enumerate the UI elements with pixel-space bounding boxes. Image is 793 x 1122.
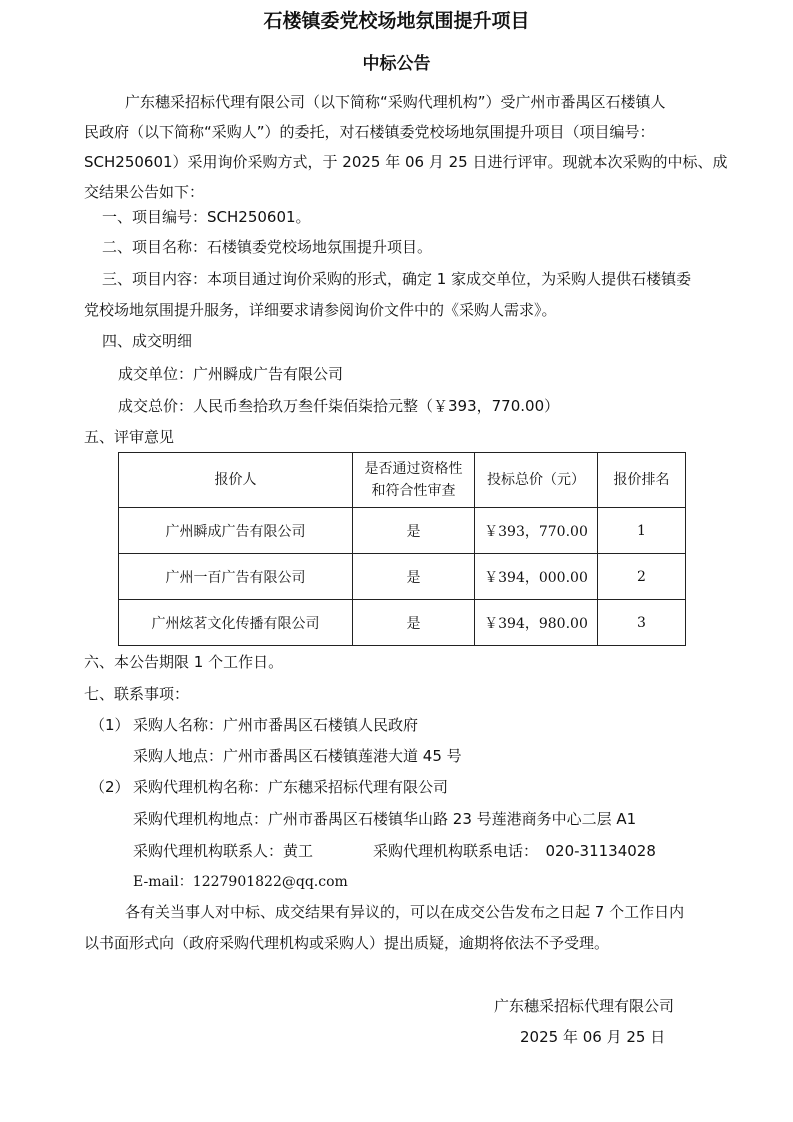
cell-bidder: 广州一百广告有限公司 <box>119 554 353 600</box>
header-qualification <box>353 453 475 508</box>
section-project-content-2: 党校场地氛围提升服务，详细要求请参阅询价文件中的《采购人需求》。 <box>84 301 557 319</box>
section-project-number: 一、项目编号：SCH250601。 <box>102 208 311 226</box>
agency-phone: 采购代理机构联系电话： 020-31134028 <box>373 842 656 860</box>
cell-passed: 是 <box>353 554 475 600</box>
cell-price: ￥394，000.00 <box>475 554 598 600</box>
cell-passed: 是 <box>353 600 475 646</box>
agency-contact-person: 采购代理机构联系人：黄工 <box>133 842 314 860</box>
cell-passed: 是 <box>353 508 475 554</box>
deal-winner: 成交单位：广州瞬成广告有限公司 <box>118 365 344 383</box>
document-subtitle: 中标公告 <box>362 54 431 74</box>
table-header-row <box>119 453 686 508</box>
cell-price: ￥394，980.00 <box>475 600 598 646</box>
deal-total: 成交总价：人民币叁拾玖万叁仟柒佰柒拾元整（￥393，770.00） <box>118 397 560 415</box>
contact-item-2-number: （2） <box>90 778 130 796</box>
cell-bidder: 广州炫茗文化传播有限公司 <box>119 600 353 646</box>
section-review-heading: 五、评审意见 <box>84 428 175 446</box>
signature-org: 广东穗采招标代理有限公司 <box>494 997 675 1015</box>
document-title: 石楼镇委党校场地氛围提升项目 <box>263 10 530 32</box>
agency-name: 采购代理机构名称：广东穗采招标代理有限公司 <box>133 778 449 796</box>
cell-price: ￥393，770.00 <box>475 508 598 554</box>
section-contact-heading: 七、联系事项： <box>84 685 190 703</box>
header-qualification-line-2: 和符合性审查 <box>371 483 456 499</box>
table-row <box>119 554 686 600</box>
purchaser-name: 采购人名称：广州市番禺区石楼镇人民政府 <box>133 716 419 734</box>
cell-rank: 3 <box>598 600 686 646</box>
header-qualification-line-1: 是否通过资格性 <box>364 461 463 477</box>
closing-line-2: 以书面形式向（政府采购代理机构或采购人）提出质疑，逾期将依法不予受理。 <box>84 934 610 952</box>
header-rank: 报价排名 <box>598 453 686 508</box>
section-project-content-1: 三、项目内容：本项目通过询价采购的形式，确定 1 家成交单位，为采购人提供石楼镇委 <box>102 270 692 288</box>
table-row <box>119 600 686 646</box>
signature-date: 2025 年 06 月 25 日 <box>520 1028 666 1046</box>
intro-line-2: 民政府（以下简称“采购人”）的委托，对石楼镇委党校场地氛围提升项目（项目编号： <box>84 123 655 141</box>
header-bidder: 报价人 <box>119 453 353 508</box>
purchaser-address: 采购人地点：广州市番禺区石楼镇莲港大道 45 号 <box>133 747 462 765</box>
section-project-name: 二、项目名称：石楼镇委党校场地氛围提升项目。 <box>102 238 433 256</box>
closing-line-1: 各有关当事人对中标、成交结果有异议的，可以在成交公告发布之日起 7 个工作日内 <box>125 903 685 921</box>
table-row <box>119 508 686 554</box>
contact-item-1-number: （1） <box>90 716 130 734</box>
intro-line-3: SCH250601）采用询价采购方式，于 2025 年 06 月 25 日进行评审。现就本次采购的中标、成 <box>84 153 728 171</box>
agency-email: E-mail：1227901822@qq.com <box>133 874 348 890</box>
cell-bidder: 广州瞬成广告有限公司 <box>119 508 353 554</box>
cell-rank: 2 <box>598 554 686 600</box>
section-period: 六、本公告期限 1 个工作日。 <box>84 653 284 671</box>
agency-address: 采购代理机构地点：广州市番禺区石楼镇华山路 23 号莲港商务中心二层 A1 <box>133 810 637 828</box>
header-price: 投标总价（元） <box>475 453 598 508</box>
intro-line-4: 交结果公告如下： <box>84 183 205 201</box>
intro-line-1: 广东穗采招标代理有限公司（以下简称“采购代理机构”）受广州市番禺区石楼镇人 <box>125 93 666 111</box>
review-table <box>118 452 686 646</box>
section-deal-heading: 四、成交明细 <box>102 332 193 350</box>
cell-rank: 1 <box>598 508 686 554</box>
